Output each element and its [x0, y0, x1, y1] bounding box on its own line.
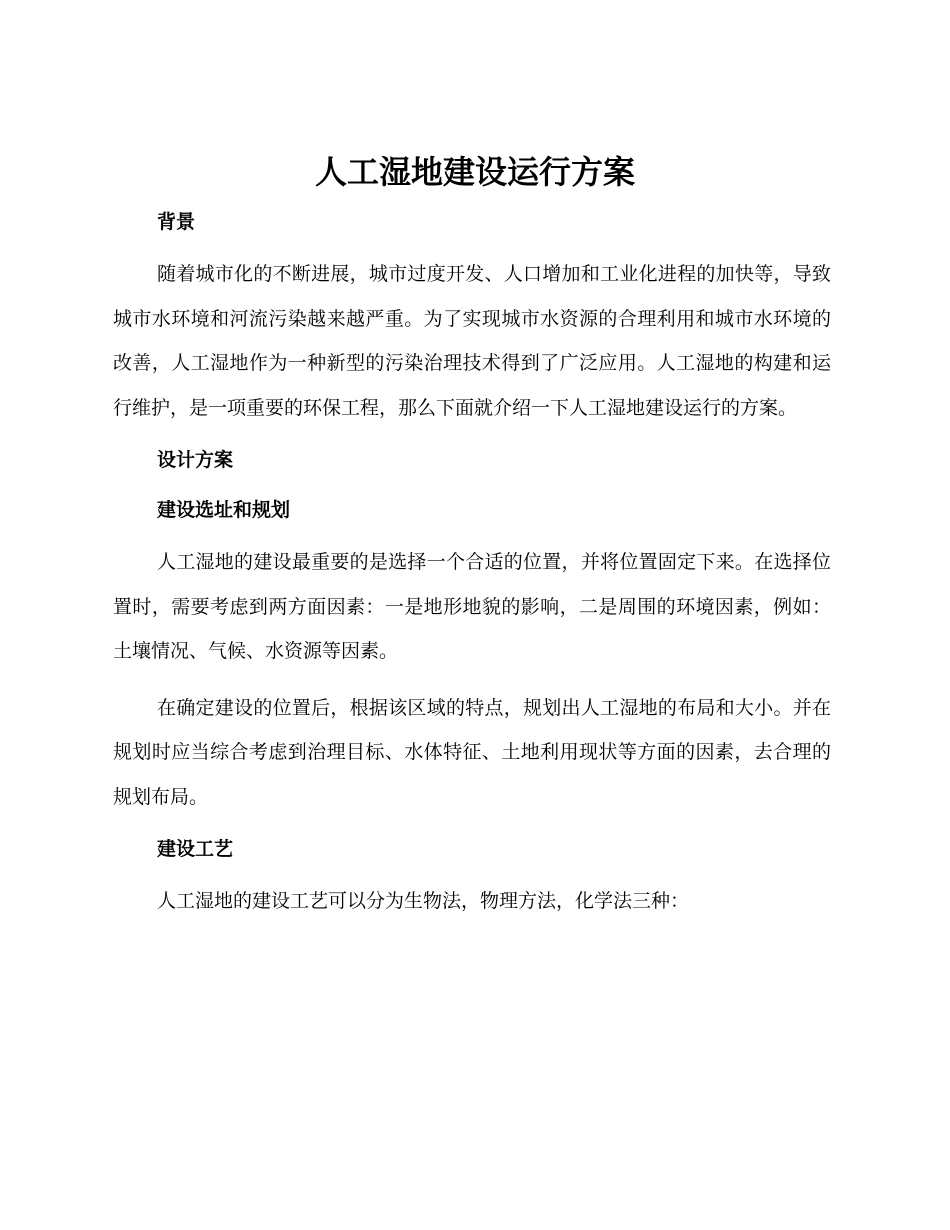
spacer	[113, 819, 831, 831]
page-title: 人工湿地建设运行方案	[314, 153, 635, 191]
paragraph-process: 人工湿地的建设工艺可以分为生物法，物理方法，化学法三种：	[157, 890, 690, 912]
spacer	[113, 240, 831, 252]
section-heading-background: 背景	[157, 211, 196, 233]
document-body	[113, 204, 831, 924]
spacer	[113, 430, 831, 442]
paragraph-background: 随着城市化的不断进展，城市过度开发、人口增加和工业化进程的加快等，导致城市水环境和河流污染越来越严重。为了实现城市水资源的合理利用和城市水环境的改善，人工湿地作为一种新型的污染治理技术得到了广泛应用。人工湿地的构建和运行维护，是一项重要的环保工程，那么下面就介绍一下人工湿地建设运行的方案。	[113, 263, 831, 419]
section-heading-design: 设计方案	[157, 449, 234, 471]
paragraph-site-1: 人工湿地的建设最重要的是选择一个合适的位置，并将位置固定下来。在选择位置时，需要考虑到两方面因素：一是地形地貌的影响，二是周围的环境因素，例如：土壤情况、气候、水资源等因素。	[113, 551, 831, 662]
paragraph-site-2: 在确定建设的位置后，根据该区域的特点，规划出人工湿地的布局和大小。并在规划时应当综合考虑到治理目标、水体特征、土地利用现状等方面的因素，去合理的规划布局。	[113, 696, 831, 808]
section-heading-site: 建设选址和规划	[157, 499, 291, 521]
spacer	[113, 674, 831, 686]
section-heading-process: 建设工艺	[157, 838, 234, 860]
spacer	[113, 528, 831, 540]
spacer	[113, 478, 831, 492]
spacer	[113, 867, 831, 879]
